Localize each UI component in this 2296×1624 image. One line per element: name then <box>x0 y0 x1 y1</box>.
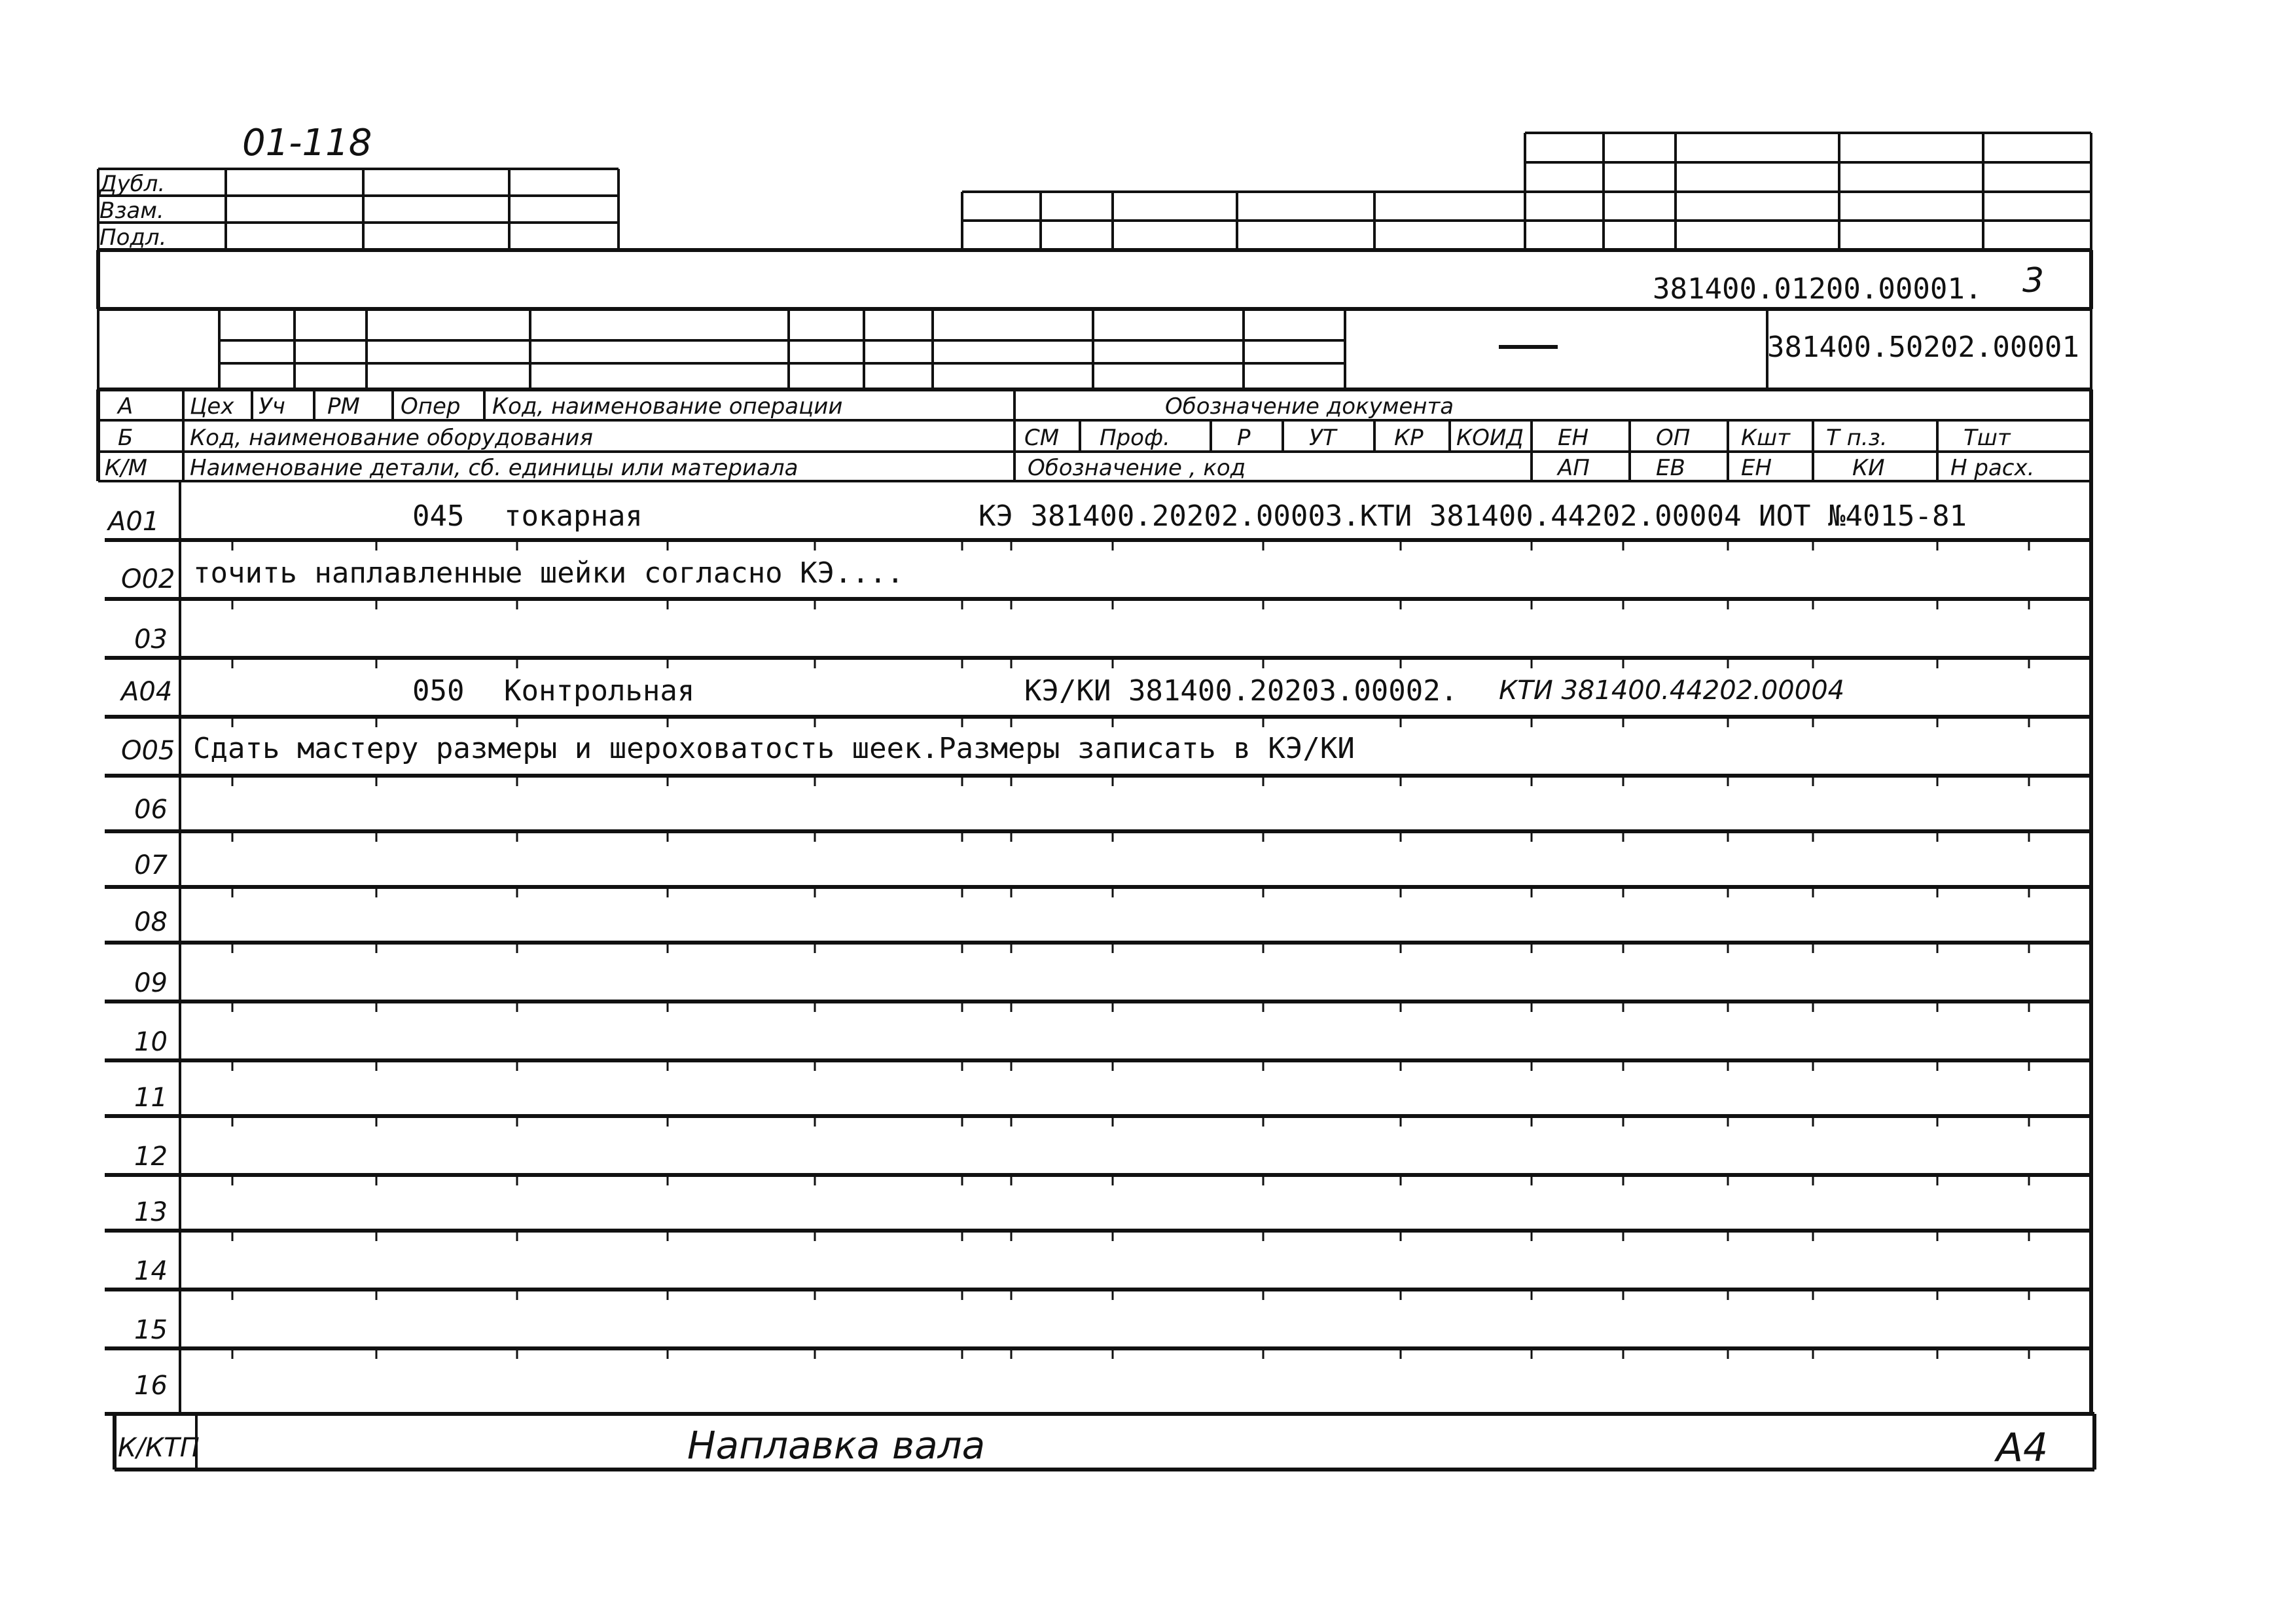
revision-block <box>98 169 619 250</box>
row-number: О05 <box>121 736 175 766</box>
header-ut: УТ <box>1309 425 1336 451</box>
header-cekh: Цех <box>190 393 234 420</box>
header-uch: Уч <box>259 393 285 420</box>
row-number: 16 <box>134 1371 168 1401</box>
row-number: 06 <box>134 795 168 825</box>
doc-code-second: 381400.50202.00001 <box>1767 331 2079 364</box>
row-number: 03 <box>134 624 168 655</box>
marker-km: К/М <box>105 455 147 481</box>
signature-block-middle <box>962 192 1525 250</box>
header-equipment: Код, наименование оборудования <box>190 425 593 451</box>
header-ki: КИ <box>1852 455 1885 481</box>
format-label: А4 <box>1996 1425 2049 1471</box>
row-number: О02 <box>121 564 175 594</box>
header-rm: РМ <box>327 393 360 420</box>
row-number: 13 <box>134 1197 168 1227</box>
operation-name: токарная <box>504 499 643 533</box>
header-ksht: Кшт <box>1741 425 1791 451</box>
body-grid <box>105 481 2091 1414</box>
header-designation-code: Обозначение , код <box>1028 455 1246 481</box>
sheet-number: 3 <box>2022 261 2045 300</box>
header-tsht: Тшт <box>1964 425 2011 451</box>
footer-block <box>115 1414 2094 1470</box>
operation-documents: КЭ/КИ 381400.20203.00002. <box>1024 674 1458 708</box>
row-number: 08 <box>134 907 168 937</box>
form-code: К/КТП <box>118 1433 200 1463</box>
row-number: 10 <box>134 1027 168 1057</box>
header-op: ОП <box>1656 425 1691 451</box>
operation-instruction: Сдать мастеру размеры и шероховатость шеек.Размеры записать в КЭ/КИ <box>193 732 1355 765</box>
header-doc-designation: Обозначение документа <box>1165 393 1454 420</box>
operation-instruction: точить наплавленные шейки согласно КЭ.... <box>193 556 905 590</box>
label-dubl: Дубл. <box>99 171 166 197</box>
header-kr: КР <box>1394 425 1424 451</box>
operation-number: 050 <box>412 674 465 708</box>
header-en2: ЕН <box>1741 455 1772 481</box>
operation-documents: КЭ 381400.20202.00003.КТИ 381400.44202.00004 ИОТ №4015-81 <box>978 499 1967 533</box>
operation-name: Контрольная <box>504 674 695 708</box>
header-ap: АП <box>1558 455 1590 481</box>
row-number: А04 <box>121 677 173 707</box>
header-oper: Опер <box>401 393 461 420</box>
header-r: Р <box>1237 425 1251 451</box>
row-number: 15 <box>134 1315 168 1345</box>
doc-code-top: 381400.01200.00001. <box>1653 272 1982 306</box>
handwritten-number: 01-118 <box>242 122 372 164</box>
header-operation-name: Код, наименование операции <box>492 393 843 420</box>
header-en: ЕН <box>1558 425 1589 451</box>
document-title: Наплавка вала <box>687 1423 986 1468</box>
row-number: 14 <box>134 1256 168 1286</box>
header-tpz: Т п.з. <box>1826 425 1888 451</box>
operation-documents-handwritten: КТИ 381400.44202.00004 <box>1499 676 1845 706</box>
header-material: Наименование детали, сб. единицы или материала <box>190 455 798 481</box>
operation-number: 045 <box>412 499 465 533</box>
row-number: А01 <box>108 507 160 537</box>
row-number: 11 <box>134 1083 168 1113</box>
row-number: 09 <box>134 968 168 998</box>
signature-block-right <box>1525 133 2091 250</box>
header-prof: Проф. <box>1100 425 1170 451</box>
header-nrasch: Н расх. <box>1950 455 2035 481</box>
marker-b: Б <box>118 425 134 451</box>
header-koid: КОИД <box>1456 425 1524 451</box>
label-vzam: Взам. <box>99 198 164 224</box>
label-podl: Подл. <box>99 225 167 251</box>
row-number: 12 <box>134 1142 168 1172</box>
header-ev: ЕВ <box>1656 455 1685 481</box>
header-sm: СМ <box>1024 425 1060 451</box>
row-number: 07 <box>134 850 168 880</box>
marker-a: А <box>118 393 134 420</box>
